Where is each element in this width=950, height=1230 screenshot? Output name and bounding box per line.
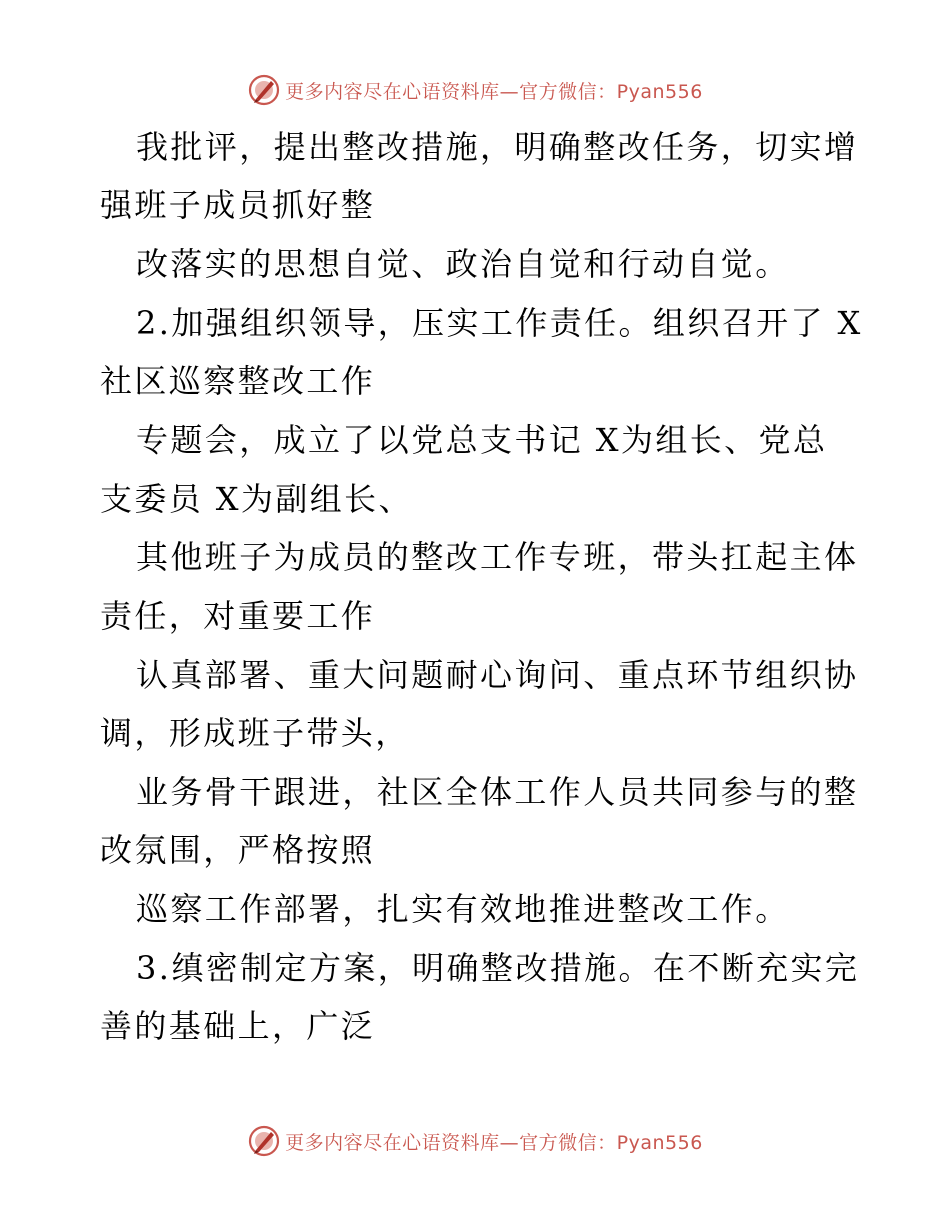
watermark-text: 更多内容尽在心语资料库—官方微信：Pyan556	[285, 1131, 703, 1154]
text-line: 支委员 X为副组长、	[100, 480, 413, 518]
text-line: 2.加强组织领导，压实工作责任。组织召开了 X	[136, 304, 863, 342]
text-line: 社区巡察整改工作	[100, 362, 376, 400]
text-line: 其他班子为成员的整改工作专班，带头扛起主体	[136, 538, 859, 576]
text-line: 巡察工作部署，扎实有效地推进整改工作。	[136, 890, 790, 928]
text-line: 调，形成班子带头，	[100, 714, 410, 752]
text-line: 改落实的思想自觉、政治自觉和行动自觉。	[136, 245, 790, 283]
text-line: 3.缜密制定方案，明确整改措施。在不断充实完	[136, 949, 860, 987]
text-line: 善的基础上，广泛	[100, 1007, 376, 1045]
circle-pen-logo-icon	[247, 1124, 281, 1158]
text-line: 责任，对重要工作	[100, 597, 376, 635]
circle-pen-logo-icon	[247, 73, 281, 107]
text-line: 我批评，提出整改措施，明确整改任务，切实增	[136, 128, 859, 166]
text-line: 认真部署、重大问题耐心询问、重点环节组织协	[136, 656, 859, 694]
text-line: 强班子成员抓好整	[100, 186, 376, 224]
text-line: 改氛围，严格按照	[100, 831, 376, 869]
watermark-text: 更多内容尽在心语资料库—官方微信：Pyan556	[285, 80, 703, 103]
text-line: 专题会，成立了以党总支书记 X为组长、党总	[136, 421, 828, 459]
header-watermark	[0, 70, 950, 110]
footer-watermark	[0, 1121, 950, 1161]
text-line: 业务骨干跟进，社区全体工作人员共同参与的整	[136, 773, 859, 811]
